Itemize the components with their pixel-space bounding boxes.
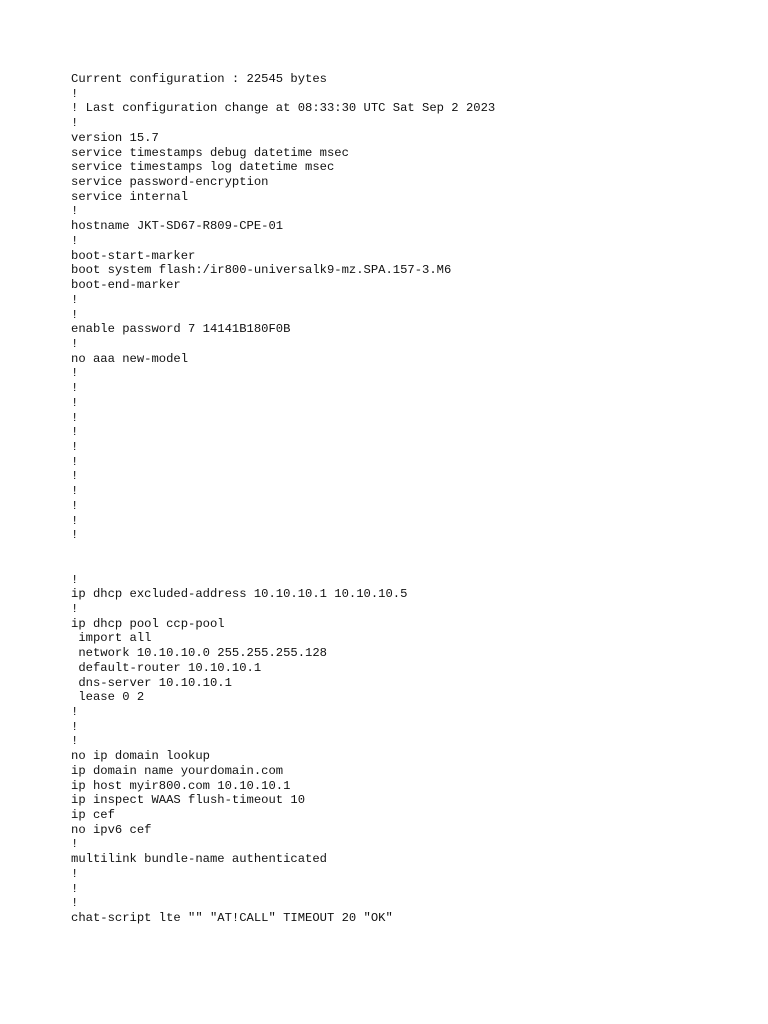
config-line: ip inspect WAAS flush-timeout 10	[71, 793, 306, 808]
config-line: !	[71, 469, 79, 484]
config-line: lease 0 2	[71, 690, 145, 705]
config-line: dns-server 10.10.10.1	[71, 675, 232, 690]
config-line: !	[71, 719, 79, 734]
config-line: ip cef	[71, 808, 115, 822]
config-line: !	[71, 410, 79, 425]
config-block-header	[71, 72, 751, 543]
config-line: !	[71, 601, 79, 616]
config-line: service timestamps log datetime msec	[71, 160, 335, 175]
config-line: !	[71, 896, 79, 911]
config-line: !	[71, 381, 79, 396]
config-line: enable password 7 14141B180F0B	[71, 322, 291, 337]
config-line: !	[71, 307, 79, 322]
config-line: ! Last configuration change at 08:33:30 UTC Sat Sep 2 2023	[71, 101, 496, 116]
config-line: import all	[71, 631, 152, 646]
config-line: !	[71, 439, 79, 454]
config-line: !	[71, 336, 79, 351]
blank-gap	[71, 543, 751, 573]
config-document	[71, 72, 751, 926]
config-block-dhcp	[71, 573, 751, 926]
config-line: !	[71, 233, 79, 248]
config-line: Current configuration : 22545 bytes	[71, 72, 327, 86]
config-line: boot-end-marker	[71, 278, 181, 293]
config-line: !	[71, 734, 79, 749]
config-line: !	[71, 366, 79, 381]
config-line: version 15.7	[71, 130, 159, 145]
config-line: ip dhcp pool ccp-pool	[71, 616, 225, 631]
config-line: service internal	[71, 189, 189, 204]
config-line: no aaa new-model	[71, 351, 189, 366]
config-line: !	[71, 292, 79, 307]
config-line: network 10.10.10.0 255.255.255.128	[71, 646, 327, 661]
config-line: !	[71, 204, 79, 219]
config-line: service password-encryption	[71, 175, 269, 190]
config-line: default-router 10.10.10.1	[71, 660, 262, 675]
config-line: hostname JKT-SD67-R809-CPE-01	[71, 219, 284, 234]
config-line: no ip domain lookup	[71, 749, 210, 764]
config-line: multilink bundle-name authenticated	[71, 852, 327, 867]
config-line: chat-script lte "" "AT!CALL" TIMEOUT 20 "OK"	[71, 911, 393, 926]
config-line: !	[71, 395, 79, 410]
config-line: boot system flash:/ir800-universalk9-mz.SPA.157-3.M6	[71, 263, 452, 278]
config-line: !	[71, 513, 79, 528]
config-line: !	[71, 425, 79, 440]
config-line: ip domain name yourdomain.com	[71, 763, 284, 778]
config-line: !	[71, 866, 79, 881]
config-line: !	[71, 498, 79, 513]
config-line: ip dhcp excluded-address 10.10.10.1 10.10.10.5	[71, 587, 408, 602]
config-line: !	[71, 881, 79, 896]
config-line: no ipv6 cef	[71, 822, 152, 837]
config-line: !	[71, 528, 79, 543]
config-line: !	[71, 86, 79, 101]
config-line: ip host myir800.com 10.10.10.1	[71, 778, 291, 793]
config-line: !	[71, 116, 79, 131]
config-line: boot-start-marker	[71, 248, 196, 263]
config-line: service timestamps debug datetime msec	[71, 145, 349, 160]
config-line: !	[71, 484, 79, 499]
config-line: !	[71, 837, 79, 852]
config-line: !	[71, 572, 79, 587]
config-line: !	[71, 454, 79, 469]
config-line: !	[71, 704, 79, 719]
